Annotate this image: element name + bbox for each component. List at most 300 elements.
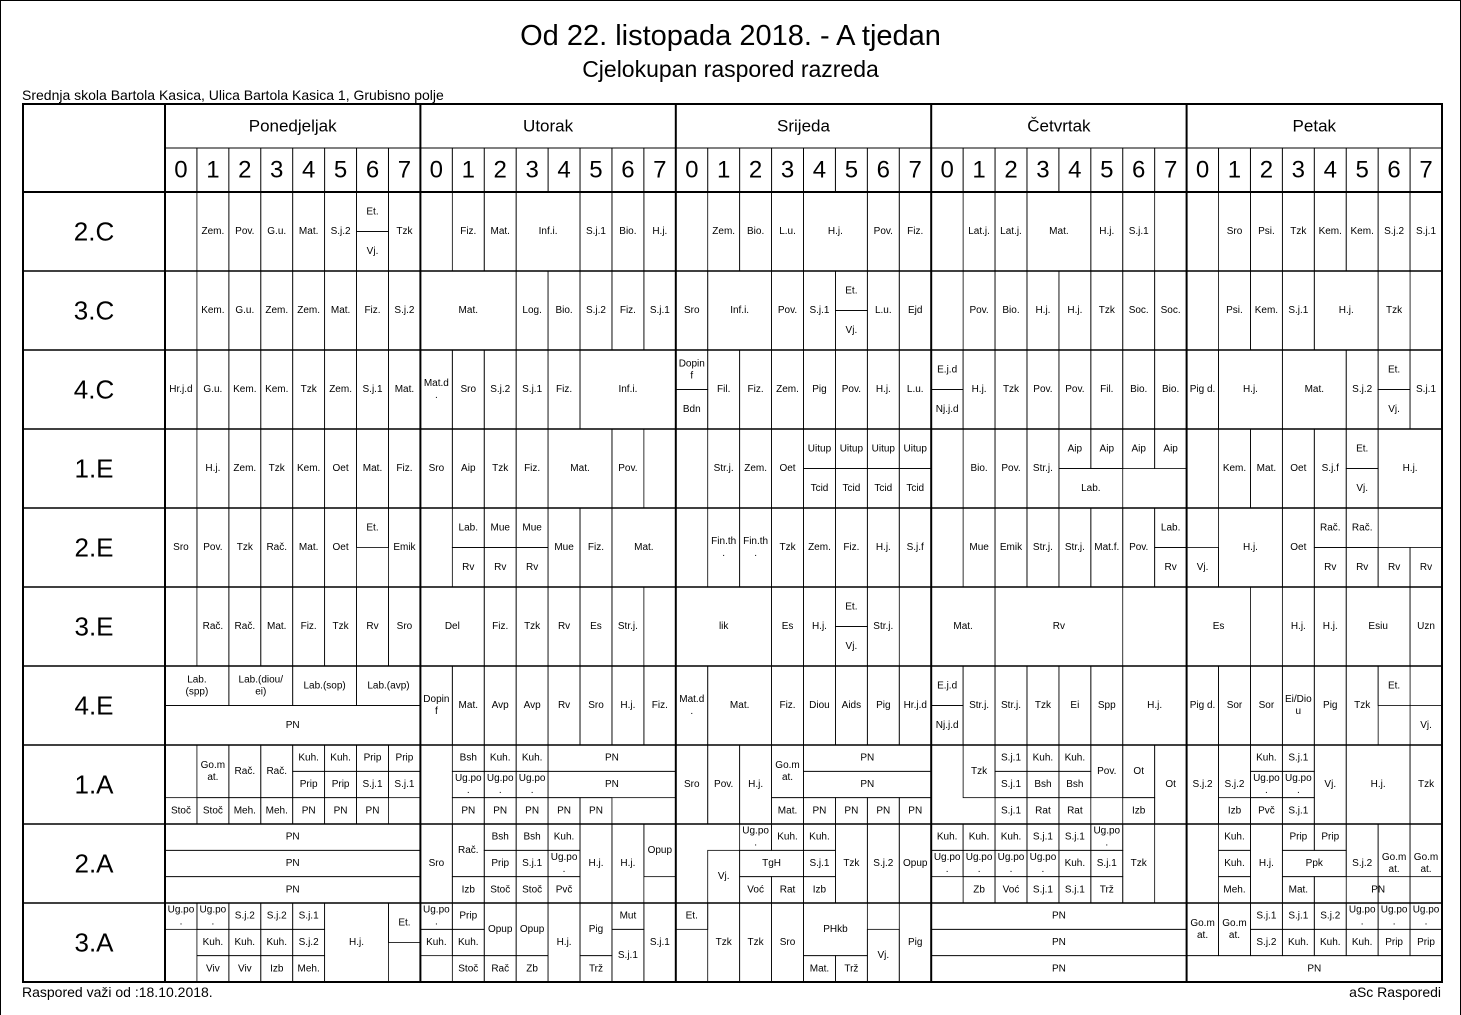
lesson-label: Fiz. (300, 621, 317, 632)
lesson-label: PN (908, 805, 923, 817)
lesson-label: Et. (845, 285, 858, 297)
lesson-label: Go.m (775, 759, 800, 771)
lesson-label: Uitup (903, 443, 927, 455)
lesson-label: Kuh. (330, 752, 351, 764)
lesson-label: Et. (366, 206, 379, 218)
lesson-label: Meh. (233, 805, 256, 817)
lesson-label: . (179, 916, 183, 928)
lesson-label: Pov. (714, 779, 734, 790)
lesson-label: . (977, 864, 981, 875)
period-header: 5 (1100, 156, 1114, 184)
period-header: 2 (1259, 156, 1274, 184)
lesson-label: Stoč (458, 963, 479, 975)
lesson-label: f (434, 706, 438, 717)
lesson-label: Prip (395, 752, 414, 764)
lesson-label: PN (493, 805, 508, 817)
lesson-label: Stoč (490, 884, 511, 896)
lesson-label: Tzk (268, 463, 285, 474)
lesson-label: Go.m (1222, 917, 1247, 929)
lesson-label: Mat. (267, 621, 287, 632)
lesson-label: Kem. (1254, 305, 1279, 316)
lesson-label: Soc. (1160, 305, 1181, 316)
lesson-label: Tzk (779, 542, 796, 553)
lesson-label: Diou (809, 700, 830, 711)
lesson-label: PN (844, 805, 859, 817)
period-header: 0 (940, 156, 954, 184)
class-label: 2.A (74, 848, 114, 879)
lesson-label: S.j.1 (1096, 858, 1117, 869)
lesson-label: Tzk (1386, 305, 1403, 316)
lesson-label: S.j.2 (1352, 858, 1373, 869)
lesson-label: PN (557, 805, 572, 817)
lesson-label: Zem. (329, 384, 352, 395)
lesson-label: Mat. (330, 305, 351, 316)
lesson-label: Bsh (523, 831, 541, 843)
lesson-label: S.j.1 (522, 384, 543, 395)
lesson-label: Meh. (265, 805, 288, 817)
lesson-label: Trž (844, 963, 859, 975)
lesson-label: Sor (1226, 700, 1243, 711)
day-header: Utorak (523, 116, 574, 136)
lesson-label: S.j.1 (649, 305, 670, 316)
lesson-label: . (722, 548, 726, 559)
lesson-label: Pig (812, 384, 827, 395)
lesson-label: S.j.1 (362, 384, 383, 395)
lesson-label: S.j.1 (362, 779, 383, 790)
day-header: Četvrtak (1027, 116, 1091, 136)
period-header: 3 (270, 156, 284, 184)
lesson-label: Uitup (839, 443, 864, 455)
lesson-label: Opup (487, 923, 513, 935)
lesson-label: Ug.po (454, 773, 482, 784)
lesson-label: Tzk (843, 858, 860, 869)
lesson-label: Str.j. (1064, 542, 1085, 553)
lesson-label: at. (781, 771, 794, 783)
lesson-label: Kem. (233, 384, 257, 395)
lesson-label: Voć (1002, 884, 1020, 896)
lesson-label: Rač. (202, 621, 224, 632)
lesson-label: Tzk (300, 384, 317, 395)
lesson-label: Zem. (712, 226, 736, 237)
lesson-label: Pig (1323, 700, 1338, 711)
lesson-label: . (1296, 785, 1300, 796)
lesson-label: Nj.j.d (935, 403, 959, 415)
lesson-label: Tcid (810, 482, 829, 494)
lesson-label: Tzk (971, 765, 988, 777)
lesson-label: H.j. (1099, 226, 1115, 237)
lesson-label: H.j. (1067, 305, 1083, 316)
lesson-label: Dopin (423, 694, 450, 705)
lesson-label: Prip (331, 779, 350, 790)
lesson-label: H.j. (1242, 384, 1258, 395)
lesson-label: Fiz. (587, 542, 605, 553)
period-header: 5 (1355, 156, 1369, 184)
lesson-label: Aip (1099, 443, 1115, 455)
period-header: 7 (1419, 156, 1433, 184)
lesson-label: Rat (1035, 805, 1051, 817)
period-header: 2 (1004, 156, 1018, 184)
lesson-label: Mue (554, 542, 574, 553)
lesson-label: Mut (619, 910, 637, 922)
lesson-label: Fil. (717, 384, 731, 395)
lesson-label: S.j.2 (1224, 779, 1245, 790)
lesson-label: Kuh. (521, 752, 543, 764)
lesson-label: Zem. (233, 463, 257, 474)
lesson-label: . (562, 864, 566, 875)
lesson-label: Pig d. (1189, 384, 1216, 395)
lesson-label: Zem. (201, 226, 225, 237)
lesson-label: H.j. (811, 621, 827, 632)
lesson-label: . (434, 916, 438, 928)
lesson-label: Kuh. (1256, 752, 1277, 764)
lesson-label: Sro (779, 937, 796, 948)
class-label: 1.A (74, 769, 114, 800)
lesson-label: Zem. (265, 305, 289, 316)
lesson-label: Zb (973, 884, 985, 896)
lesson-label: Rač (491, 963, 510, 975)
lesson-label: Tzk (236, 542, 253, 553)
lesson-label: Opup (903, 858, 928, 869)
lesson-label: E.j.d (937, 364, 958, 376)
lesson-label: Mat. (777, 805, 798, 817)
lesson-label: Viv (206, 963, 220, 975)
period-header: 5 (333, 156, 348, 184)
lesson-label: Str.j. (873, 621, 894, 632)
lesson-label: S.j.1 (649, 937, 670, 948)
lesson-label: PN (604, 752, 619, 764)
lesson-label: Mat. (298, 226, 319, 237)
lesson-label: Bio. (555, 305, 573, 316)
lesson-label: Inf.i. (538, 226, 558, 237)
lesson-label: Ejd (908, 305, 923, 316)
lesson-label: Ug.po (518, 773, 546, 784)
lesson-label: Fiz. (619, 305, 636, 316)
lesson-label: Sro (683, 779, 700, 790)
lesson-label: S.j.1 (1032, 831, 1053, 843)
lesson-label: ei) (255, 686, 267, 698)
lesson-label: Stoč (202, 805, 223, 817)
lesson-label: L.u. (779, 226, 796, 237)
period-header: 6 (1132, 156, 1146, 184)
lesson-label: PN (860, 779, 875, 790)
lesson-label: Ug.po (997, 852, 1025, 863)
lesson-label: S.j.1 (617, 950, 638, 962)
period-header: 6 (621, 156, 635, 184)
lesson-label: Oet (779, 463, 796, 474)
lesson-label: Ppk (1305, 858, 1323, 869)
period-header: 0 (174, 156, 188, 184)
lesson-label: Ug.po (1380, 904, 1408, 916)
lesson-label: Sro (428, 463, 445, 474)
lesson-label: S.j.2 (1384, 226, 1405, 237)
lesson-label: S.j.2 (394, 305, 415, 316)
lesson-label: Sro (396, 621, 413, 632)
lesson-label: Ug.po (550, 852, 578, 863)
lesson-label: Pvč (555, 884, 573, 896)
lesson-label: Mat. (634, 542, 654, 553)
lesson-label: Stoč (522, 884, 543, 896)
lesson-label: Ug.po (742, 825, 769, 837)
lesson-label: Tcid (874, 482, 893, 494)
period-header: 4 (557, 156, 571, 184)
lesson-label: G.u. (235, 305, 255, 316)
lesson-label: Vj. (877, 950, 890, 962)
lesson-label: Rv (557, 621, 571, 632)
lesson-label: S.j.1 (1001, 779, 1022, 790)
lesson-label: S.j.1 (1001, 752, 1022, 764)
lesson-label: Soc. (1128, 305, 1149, 316)
lesson-label: H.j. (620, 858, 636, 869)
lesson-label: Kuh. (1064, 752, 1086, 764)
lesson-label: Voć (747, 884, 764, 896)
lesson-label: Sro (428, 858, 445, 869)
lesson-label: Vj. (717, 871, 730, 883)
lesson-label: PN (860, 752, 875, 764)
lesson-label: L.u. (874, 305, 892, 316)
lesson-label: S.j.2 (1192, 779, 1213, 790)
lesson-label: Tzk (1417, 779, 1435, 790)
lesson-label: H.j. (1290, 621, 1306, 632)
lesson-label: Mat. (953, 621, 973, 632)
lesson-label: Et. (366, 522, 379, 534)
lesson-label: Fiz. (364, 305, 381, 316)
lesson-label: Tzk (1354, 700, 1371, 711)
period-header: 3 (525, 156, 539, 184)
lesson-label: S.j.1 (1288, 752, 1309, 764)
lesson-label: Kuh. (553, 831, 575, 843)
lesson-label: Str.j. (617, 621, 638, 632)
lesson-label: . (1392, 916, 1396, 928)
lesson-label: Stoč (170, 805, 191, 817)
lesson-label: Rv (1324, 561, 1337, 573)
lesson-label: Lab. (1081, 482, 1101, 494)
lesson-label: G.u. (203, 384, 223, 395)
lesson-label: Es (1212, 621, 1225, 632)
lesson-label: S.j.2 (1256, 937, 1277, 948)
lesson-label: f (690, 370, 694, 382)
lesson-label: S.j.2 (490, 384, 511, 395)
lesson-label: Izb (812, 884, 827, 896)
period-header: 1 (461, 156, 475, 184)
lesson-label: Izb (1132, 805, 1146, 817)
lesson-label: Kuh. (1351, 937, 1373, 948)
lesson-label: Str.j. (1001, 700, 1022, 711)
lesson-label: Str.j. (1032, 542, 1053, 553)
lesson-label: Tzk (1290, 226, 1307, 237)
period-header: 4 (812, 156, 827, 184)
lesson-label: . (754, 837, 758, 849)
lesson-label: Kem. (265, 384, 289, 395)
lesson-label: Kuh. (1224, 831, 1245, 843)
lesson-label: Rač. (266, 765, 288, 777)
lesson-label: PN (525, 805, 540, 817)
lesson-label: Et. (1387, 364, 1401, 376)
lesson-label: Kuh. (1319, 937, 1341, 948)
lesson-label: . (1009, 864, 1013, 875)
lesson-label: Go.m (200, 759, 226, 771)
lesson-label: Str.j. (969, 700, 990, 711)
lesson-label: PN (365, 805, 380, 817)
lesson-label: Ot (1133, 765, 1144, 777)
lesson-label: Go.m (1413, 852, 1439, 863)
lesson-label: Mat. (362, 463, 383, 474)
valid-from-note: Raspored važi od :18.10.2018. (22, 984, 213, 1000)
lesson-label: Bio. (970, 463, 988, 474)
lesson-label: . (1424, 916, 1428, 928)
lesson-label: Bio. (746, 226, 765, 237)
lesson-label: Fiz. (907, 226, 924, 237)
lesson-label: . (1105, 837, 1109, 849)
period-header: 7 (908, 156, 922, 184)
lesson-label: PN (812, 805, 827, 817)
lesson-label: PN (333, 805, 348, 817)
lesson-label: Lat.j. (1000, 226, 1022, 237)
lesson-label: Pov. (1129, 542, 1149, 553)
lesson-label: Psi. (1226, 305, 1243, 316)
lesson-label: . (466, 785, 470, 796)
lesson-label: Kuh. (489, 752, 511, 764)
lesson-label: Mat. (394, 384, 415, 395)
lesson-label: Del (444, 621, 460, 632)
day-header: Srijeda (777, 116, 830, 136)
lesson-label: Kuh. (777, 831, 798, 843)
day-header: Ponedjeljak (248, 116, 337, 136)
lesson-label: Tzk (492, 463, 509, 474)
lesson-label: H.j. (1035, 305, 1051, 316)
lesson-label: Aip (1067, 443, 1083, 455)
lesson-label: Et. (1387, 680, 1401, 692)
period-header: 3 (1036, 156, 1050, 184)
lesson-label: Bsh (1066, 779, 1084, 790)
lesson-label: Es (590, 621, 602, 632)
lesson-label: H.j. (1370, 779, 1386, 790)
lesson-label: Prip (1321, 831, 1340, 843)
lesson-label: Prip (1289, 831, 1308, 843)
lesson-label: Ug.po (486, 773, 514, 784)
lesson-label: H.j. (349, 937, 365, 948)
lesson-label: Rv (1356, 561, 1369, 573)
lesson-label: Avp (523, 700, 541, 711)
lesson-label: Pov. (777, 305, 798, 316)
lesson-label: Vj. (845, 324, 858, 336)
lesson-label: Et. (845, 601, 858, 613)
lesson-label: Pig (908, 937, 923, 948)
lesson-label: Kuh. (202, 937, 224, 948)
lesson-label: Ug.po (1348, 904, 1376, 916)
lesson-label: Rv (366, 621, 379, 632)
lesson-label: Pov. (1001, 463, 1021, 474)
lesson-label: Ug.po (933, 852, 961, 863)
lesson-label: TgH (762, 858, 782, 869)
lesson-label: S.j.1 (1064, 884, 1085, 896)
lesson-label: at. (207, 771, 219, 783)
lesson-label: Lat.j. (968, 226, 990, 237)
lesson-label: Mat. (298, 542, 319, 553)
lesson-label: PN (1051, 963, 1066, 975)
lesson-label: Kuh. (298, 752, 319, 764)
lesson-label: Bsh (491, 831, 509, 843)
lesson-label: S.j.f (1321, 463, 1339, 474)
lesson-label: Rat (1067, 805, 1083, 817)
lesson-label: Tzk (396, 226, 413, 237)
period-header: 1 (1227, 156, 1242, 184)
lesson-label: Zb (526, 963, 538, 975)
lesson-label: Sro (1226, 226, 1243, 237)
lesson-label: Zem. (808, 542, 831, 553)
lesson-label: Bio. (619, 226, 637, 237)
lesson-label: at. (1420, 864, 1432, 875)
lesson-label: Aip (461, 463, 476, 474)
lesson-label: H.j. (748, 779, 764, 790)
lesson-label: S.j.2 (1320, 910, 1341, 922)
lesson-label: Rat (779, 884, 796, 896)
lesson-label: H.j. (652, 226, 668, 237)
lesson-label: Pvč (1258, 805, 1275, 817)
lesson-label: H.j. (875, 384, 891, 395)
lesson-label: Mat. (458, 305, 479, 316)
lesson-label: lik (718, 621, 729, 632)
lesson-label: Prip (1417, 937, 1435, 948)
period-header: 2 (238, 156, 252, 184)
lesson-label: Rv (1164, 561, 1177, 573)
lesson-label: Mat. (570, 463, 590, 474)
lesson-label: S.j.1 (522, 858, 543, 869)
lesson-label: Vj. (1324, 779, 1337, 790)
lesson-label: Vj. (845, 640, 858, 652)
lesson-label: Trž (588, 963, 604, 975)
lesson-label: Rv (1387, 561, 1401, 573)
lesson-label: . (690, 706, 694, 717)
period-header: 0 (1195, 156, 1210, 184)
lesson-label: Kem. (1318, 226, 1342, 237)
lesson-label: S.j.1 (298, 910, 319, 922)
period-header: 2 (748, 156, 763, 184)
lesson-label: Bsh (1034, 779, 1052, 790)
period-header: 6 (876, 156, 890, 184)
lesson-label: Kuh. (266, 937, 288, 948)
lesson-label: Mat. (1304, 384, 1325, 395)
lesson-label: Izb (461, 884, 475, 896)
class-label: 2.C (73, 216, 115, 247)
lesson-label: Pov. (1033, 384, 1053, 395)
lesson-label: Lab. (1160, 522, 1181, 534)
lesson-label: Avp (491, 700, 509, 711)
lesson-label: H.j. (1338, 305, 1354, 316)
period-header: 4 (1323, 156, 1337, 184)
lesson-label: Pig d. (1189, 700, 1216, 711)
class-label: 2.E (74, 532, 114, 563)
class-label: 1.E (74, 453, 114, 484)
lesson-label: Mue (490, 522, 510, 534)
brand-label: aSc Rasporedi (1349, 984, 1441, 1000)
lesson-label: . (1265, 785, 1268, 796)
lesson-label: Kuh. (426, 937, 447, 948)
lesson-label: Vj. (1388, 403, 1400, 415)
lesson-label: Mat. (490, 226, 510, 237)
lesson-label: Opup (519, 923, 545, 935)
lesson-label: Pov. (1097, 765, 1117, 777)
page-subtitle: Cjelokupan raspored razreda (582, 56, 879, 82)
lesson-label: S.j.1 (1256, 910, 1277, 922)
period-header: 4 (301, 156, 316, 184)
lesson-label: Zem. (776, 384, 799, 395)
lesson-label: PN (1371, 884, 1386, 896)
lesson-label: S.j.1 (1288, 910, 1309, 922)
lesson-label: Ei (1070, 700, 1080, 711)
lesson-label: Kuh. (1288, 937, 1309, 948)
lesson-label: Tcid (842, 482, 861, 494)
period-header: 6 (365, 156, 380, 184)
